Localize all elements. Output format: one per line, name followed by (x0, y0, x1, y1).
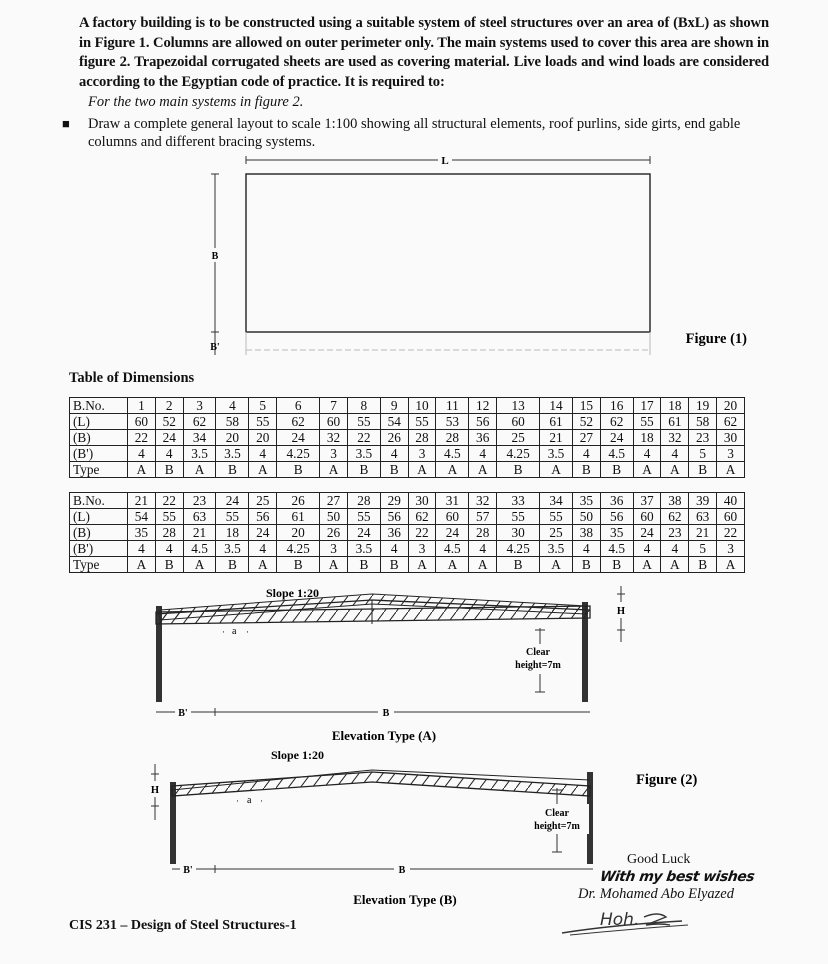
table-cell: 25 (249, 493, 277, 509)
table-cell: 33 (497, 493, 540, 509)
svg-text:height=7m: height=7m (534, 821, 580, 832)
dimension-L (246, 153, 650, 167)
table-row (70, 462, 745, 478)
table-cell: 4 (633, 541, 661, 557)
table-cell: B (347, 462, 380, 478)
elevation-type-b (147, 748, 593, 907)
table-cell: 38 (572, 525, 600, 541)
table-cell: 25 (497, 430, 540, 446)
requirement-bullet: Draw a complete general layout to scale 1:100 showing all structural elements, roof purlins, side girts, end gable columns and different bracing systems. (88, 116, 741, 150)
table-cell: A (540, 462, 573, 478)
table-cell: 53 (436, 414, 469, 430)
table-cell: A (717, 462, 745, 478)
dim-B-label: B (211, 251, 219, 262)
good-luck: Good Luck (627, 852, 691, 867)
table-cell: 10 (408, 398, 436, 414)
row-label: B.No. (70, 493, 128, 509)
table-cell: 22 (347, 430, 380, 446)
table-cell: 55 (633, 414, 661, 430)
table-cell: 54 (128, 509, 156, 525)
table-cell: 3 (408, 541, 436, 557)
bullet-icon: ■ (62, 116, 70, 131)
table-cell: 4 (155, 446, 183, 462)
svg-text:·: · (260, 796, 263, 806)
table-cell: 36 (469, 430, 497, 446)
table-cell: 29 (380, 493, 408, 509)
table-cell: 18 (633, 430, 661, 446)
svg-text:height=7m: height=7m (515, 660, 561, 671)
table-cell: 21 (540, 430, 573, 446)
table-cell: 61 (661, 414, 689, 430)
table-cell: 5 (689, 446, 717, 462)
table-cell: 24 (216, 493, 249, 509)
table-cell: 36 (380, 525, 408, 541)
table-cell: 30 (408, 493, 436, 509)
table-cell: 40 (717, 493, 745, 509)
wishes-note: With my best wishes (598, 869, 756, 885)
table-cell: 4 (249, 541, 277, 557)
subheading: For the two main systems in figure 2. (88, 94, 304, 110)
table-cell: 4 (216, 398, 249, 414)
table-cell: 26 (277, 493, 320, 509)
table-cell: 4 (380, 446, 408, 462)
table-cell: B (497, 557, 540, 573)
table-cell: 24 (249, 525, 277, 541)
table-cell: 12 (469, 398, 497, 414)
table-cell: 60 (633, 509, 661, 525)
table-cell: A (717, 557, 745, 573)
table-cell: 62 (600, 414, 633, 430)
table-cell: 11 (436, 398, 469, 414)
table-cell: A (661, 462, 689, 478)
table-cell: B (155, 557, 183, 573)
table-cell: B (600, 557, 633, 573)
table-cell: 28 (408, 430, 436, 446)
table-cell: 23 (661, 525, 689, 541)
table-cell: 55 (249, 414, 277, 430)
table-cell: B (216, 462, 249, 478)
table-cell: 3 (320, 446, 348, 462)
table-cell: A (128, 557, 156, 573)
table-cell: 57 (469, 509, 497, 525)
table-cell: 22 (408, 525, 436, 541)
table-cell: A (436, 462, 469, 478)
table-cell: 32 (469, 493, 497, 509)
table-cell: 63 (689, 509, 717, 525)
table-cell: 3.5 (216, 446, 249, 462)
row-label: (B') (70, 446, 128, 462)
table-cell: 55 (540, 509, 573, 525)
table-cell: 28 (347, 493, 380, 509)
svg-text:a: a (232, 626, 237, 637)
table-cell: 23 (689, 430, 717, 446)
table-cell: 4 (155, 541, 183, 557)
table-cell: 4 (469, 446, 497, 462)
row-label: B.No. (70, 398, 128, 414)
table-cell: 20 (717, 398, 745, 414)
table-cell: 19 (689, 398, 717, 414)
table-cell: 21 (183, 525, 216, 541)
table-cell: 55 (347, 414, 380, 430)
table-cell: 21 (128, 493, 156, 509)
table-cell: 3 (717, 446, 745, 462)
dim-a-label: · (222, 627, 225, 637)
table-cell: 4.5 (436, 541, 469, 557)
table-cell: 9 (380, 398, 408, 414)
table-cell: 28 (155, 525, 183, 541)
table-cell: 3.5 (540, 541, 573, 557)
plan-outline (246, 174, 650, 332)
slope-label-a: Slope 1:20 (266, 586, 320, 600)
table-cell: 50 (320, 509, 348, 525)
table-cell: 4 (469, 541, 497, 557)
table-cell: 27 (572, 430, 600, 446)
elevation-a-title: Elevation Type (A) (331, 728, 437, 743)
table-row (70, 414, 745, 430)
table-cell: 63 (183, 509, 216, 525)
table-cell: B (277, 462, 320, 478)
author-name: Dr. Mohamed Abo Elyazed (578, 886, 734, 902)
table-row (70, 446, 745, 462)
table-cell: 55 (497, 509, 540, 525)
table-cell: 60 (717, 509, 745, 525)
table-cell: 4 (572, 446, 600, 462)
table-cell: 55 (347, 509, 380, 525)
table-cell: 35 (600, 525, 633, 541)
table-cell: 25 (540, 525, 573, 541)
table-cell: 26 (320, 525, 348, 541)
figure-1-plan (0, 150, 828, 365)
table-cell: A (128, 462, 156, 478)
table-title: Table of Dimensions (69, 370, 195, 386)
table-cell: 32 (320, 430, 348, 446)
svg-text:·: · (236, 796, 239, 806)
table-cell: 27 (320, 493, 348, 509)
row-label: (B') (70, 541, 128, 557)
dim-H-label-b: H (150, 785, 160, 796)
table-cell: B (689, 557, 717, 573)
table-cell: 24 (600, 430, 633, 446)
table-cell: 4.25 (277, 446, 320, 462)
signature (560, 903, 700, 939)
table-cell: 15 (572, 398, 600, 414)
dim-a-label-b: a (247, 795, 252, 806)
table-cell: 31 (436, 493, 469, 509)
dim-L-label: L (441, 155, 449, 167)
row-label: Type (70, 462, 128, 478)
figure-1-label: Figure (1) (685, 331, 747, 347)
table-cell: 62 (408, 509, 436, 525)
table-cell: 4 (572, 541, 600, 557)
table-cell: B (572, 462, 600, 478)
table-cell: 3 (183, 398, 216, 414)
table-cell: 38 (661, 493, 689, 509)
table-cell: 21 (689, 525, 717, 541)
table-cell: 18 (216, 525, 249, 541)
table-cell: 3 (717, 541, 745, 557)
table-cell: 32 (661, 430, 689, 446)
row-label: (B) (70, 525, 128, 541)
table-cell: 62 (277, 414, 320, 430)
elevation-b-title: Elevation Type (B) (353, 892, 457, 907)
table-cell: 22 (155, 493, 183, 509)
table-cell: 3.5 (540, 446, 573, 462)
table-cell: 35 (128, 525, 156, 541)
dim-B-label-b: B (398, 865, 406, 876)
table-cell: A (320, 557, 348, 573)
row-label: (L) (70, 414, 128, 430)
table-cell: 56 (380, 509, 408, 525)
table-cell: 8 (347, 398, 380, 414)
table-cell: 4.5 (600, 541, 633, 557)
table-cell: 7 (320, 398, 348, 414)
table-cell: B (347, 557, 380, 573)
table-cell: 22 (717, 525, 745, 541)
dimension-B (209, 174, 221, 355)
table-cell: 1 (128, 398, 156, 414)
table-cell: A (408, 462, 436, 478)
table-cell: B (216, 557, 249, 573)
table-cell: 37 (633, 493, 661, 509)
table-cell: 34 (183, 430, 216, 446)
table-cell: 18 (661, 398, 689, 414)
dim-H-label-a: H (616, 606, 626, 617)
dim-Bprime-label-a: B' (178, 708, 188, 719)
table-cell: 4 (128, 446, 156, 462)
table-cell: 24 (347, 525, 380, 541)
table-row (70, 541, 745, 557)
dim-B-label-a: B (382, 708, 390, 719)
table-cell: B (689, 462, 717, 478)
table-cell: 24 (633, 525, 661, 541)
table-cell: A (661, 557, 689, 573)
table-cell: B (380, 462, 408, 478)
figure-2-label: Figure (2) (636, 772, 698, 788)
table-cell: 60 (436, 509, 469, 525)
table-cell: A (633, 462, 661, 478)
row-label: (L) (70, 509, 128, 525)
table-cell: 24 (436, 525, 469, 541)
table-cell: 24 (277, 430, 320, 446)
table-cell: 30 (717, 430, 745, 446)
table-cell: 4 (661, 446, 689, 462)
table-cell: 34 (540, 493, 573, 509)
slope-label-b: Slope 1:20 (271, 748, 325, 762)
table-cell: A (436, 557, 469, 573)
table-cell: 5 (249, 398, 277, 414)
row-label: (B) (70, 430, 128, 446)
table-cell: 4.25 (277, 541, 320, 557)
clear-height-label-b: Clear (545, 808, 569, 819)
table-cell: 24 (155, 430, 183, 446)
table-cell: B (497, 462, 540, 478)
dimensions-table-1 (69, 397, 745, 478)
table-cell: 55 (155, 509, 183, 525)
table-cell: 62 (717, 414, 745, 430)
table-cell: 61 (540, 414, 573, 430)
table-cell: A (408, 557, 436, 573)
table-cell: 26 (380, 430, 408, 446)
table-row (70, 398, 745, 414)
table-cell: 30 (497, 525, 540, 541)
table-cell: 13 (497, 398, 540, 414)
table-cell: 4.5 (436, 446, 469, 462)
table-cell: 22 (128, 430, 156, 446)
table-cell: 35 (572, 493, 600, 509)
table-row (70, 525, 745, 541)
table-cell: 28 (436, 430, 469, 446)
table-cell: A (249, 557, 277, 573)
table-cell: 52 (572, 414, 600, 430)
table-cell: 4.25 (497, 446, 540, 462)
table-cell: 17 (633, 398, 661, 414)
table-cell: 55 (408, 414, 436, 430)
table-cell: B (600, 462, 633, 478)
dimensions-table-2 (69, 492, 745, 573)
table-cell: 56 (469, 414, 497, 430)
table-cell: 3 (408, 446, 436, 462)
table-cell: 23 (183, 493, 216, 509)
table-cell: 20 (249, 430, 277, 446)
table-cell: 3.5 (347, 446, 380, 462)
table-cell: 60 (497, 414, 540, 430)
table-cell: 3.5 (216, 541, 249, 557)
table-cell: 3.5 (347, 541, 380, 557)
table-cell: 4.25 (497, 541, 540, 557)
row-label: Type (70, 557, 128, 573)
table-cell: 50 (572, 509, 600, 525)
table-cell: A (469, 462, 497, 478)
table-cell: 61 (277, 509, 320, 525)
table-cell: 14 (540, 398, 573, 414)
table-cell: 4 (661, 541, 689, 557)
signature-text: Hoh. (600, 910, 640, 930)
table-cell: 2 (155, 398, 183, 414)
table-cell: 3 (320, 541, 348, 557)
table-cell: 56 (600, 509, 633, 525)
problem-statement: A factory building is to be constructed using a suitable system of steel structures over an area of (BxL) as shown in Figure 1. Columns are allowed on outer perimeter only. The main systems used to cover this area are shown in figure 2. Trapezoidal corrugated sheets are used as covering material. Live loads and wind loads are considered according to the Egyptian code of practice. It is required to: (79, 15, 769, 90)
table-cell: 54 (380, 414, 408, 430)
table-cell: 36 (600, 493, 633, 509)
clear-height-label-a: Clear (526, 647, 550, 658)
table-cell: A (540, 557, 573, 573)
table-cell: 60 (128, 414, 156, 430)
table-cell: 20 (277, 525, 320, 541)
table-cell: 62 (661, 509, 689, 525)
table-cell: 52 (155, 414, 183, 430)
table-cell: A (183, 557, 216, 573)
table-cell: A (633, 557, 661, 573)
table-cell: 4 (249, 446, 277, 462)
table-cell: A (320, 462, 348, 478)
table-cell: 20 (216, 430, 249, 446)
table-cell: B (380, 557, 408, 573)
table-cell: 4.5 (600, 446, 633, 462)
table-cell: 56 (249, 509, 277, 525)
table-cell: 6 (277, 398, 320, 414)
table-row (70, 509, 745, 525)
table-cell: 5 (689, 541, 717, 557)
table-cell: 62 (183, 414, 216, 430)
table-cell: 58 (216, 414, 249, 430)
dim-Bprime-label: B' (210, 342, 220, 353)
svg-text:·: · (246, 627, 249, 637)
course-footer: CIS 231 – Design of Steel Structures-1 (69, 918, 297, 933)
table-cell: 4.5 (183, 541, 216, 557)
table-cell: 60 (320, 414, 348, 430)
table-cell: 39 (689, 493, 717, 509)
table-cell: B (155, 462, 183, 478)
table-cell: 4 (633, 446, 661, 462)
table-cell: A (469, 557, 497, 573)
table-row (70, 557, 745, 573)
table-cell: 16 (600, 398, 633, 414)
table-cell: B (277, 557, 320, 573)
table-cell: 28 (469, 525, 497, 541)
dim-Bprime-label-b: B' (183, 865, 193, 876)
table-cell: A (183, 462, 216, 478)
table-cell: 4 (128, 541, 156, 557)
table-row (70, 430, 745, 446)
table-cell: B (572, 557, 600, 573)
elevation-type-a (156, 586, 630, 743)
table-row (70, 493, 745, 509)
table-cell: 55 (216, 509, 249, 525)
table-cell: 58 (689, 414, 717, 430)
table-cell: A (249, 462, 277, 478)
table-cell: 4 (380, 541, 408, 557)
table-cell: 3.5 (183, 446, 216, 462)
